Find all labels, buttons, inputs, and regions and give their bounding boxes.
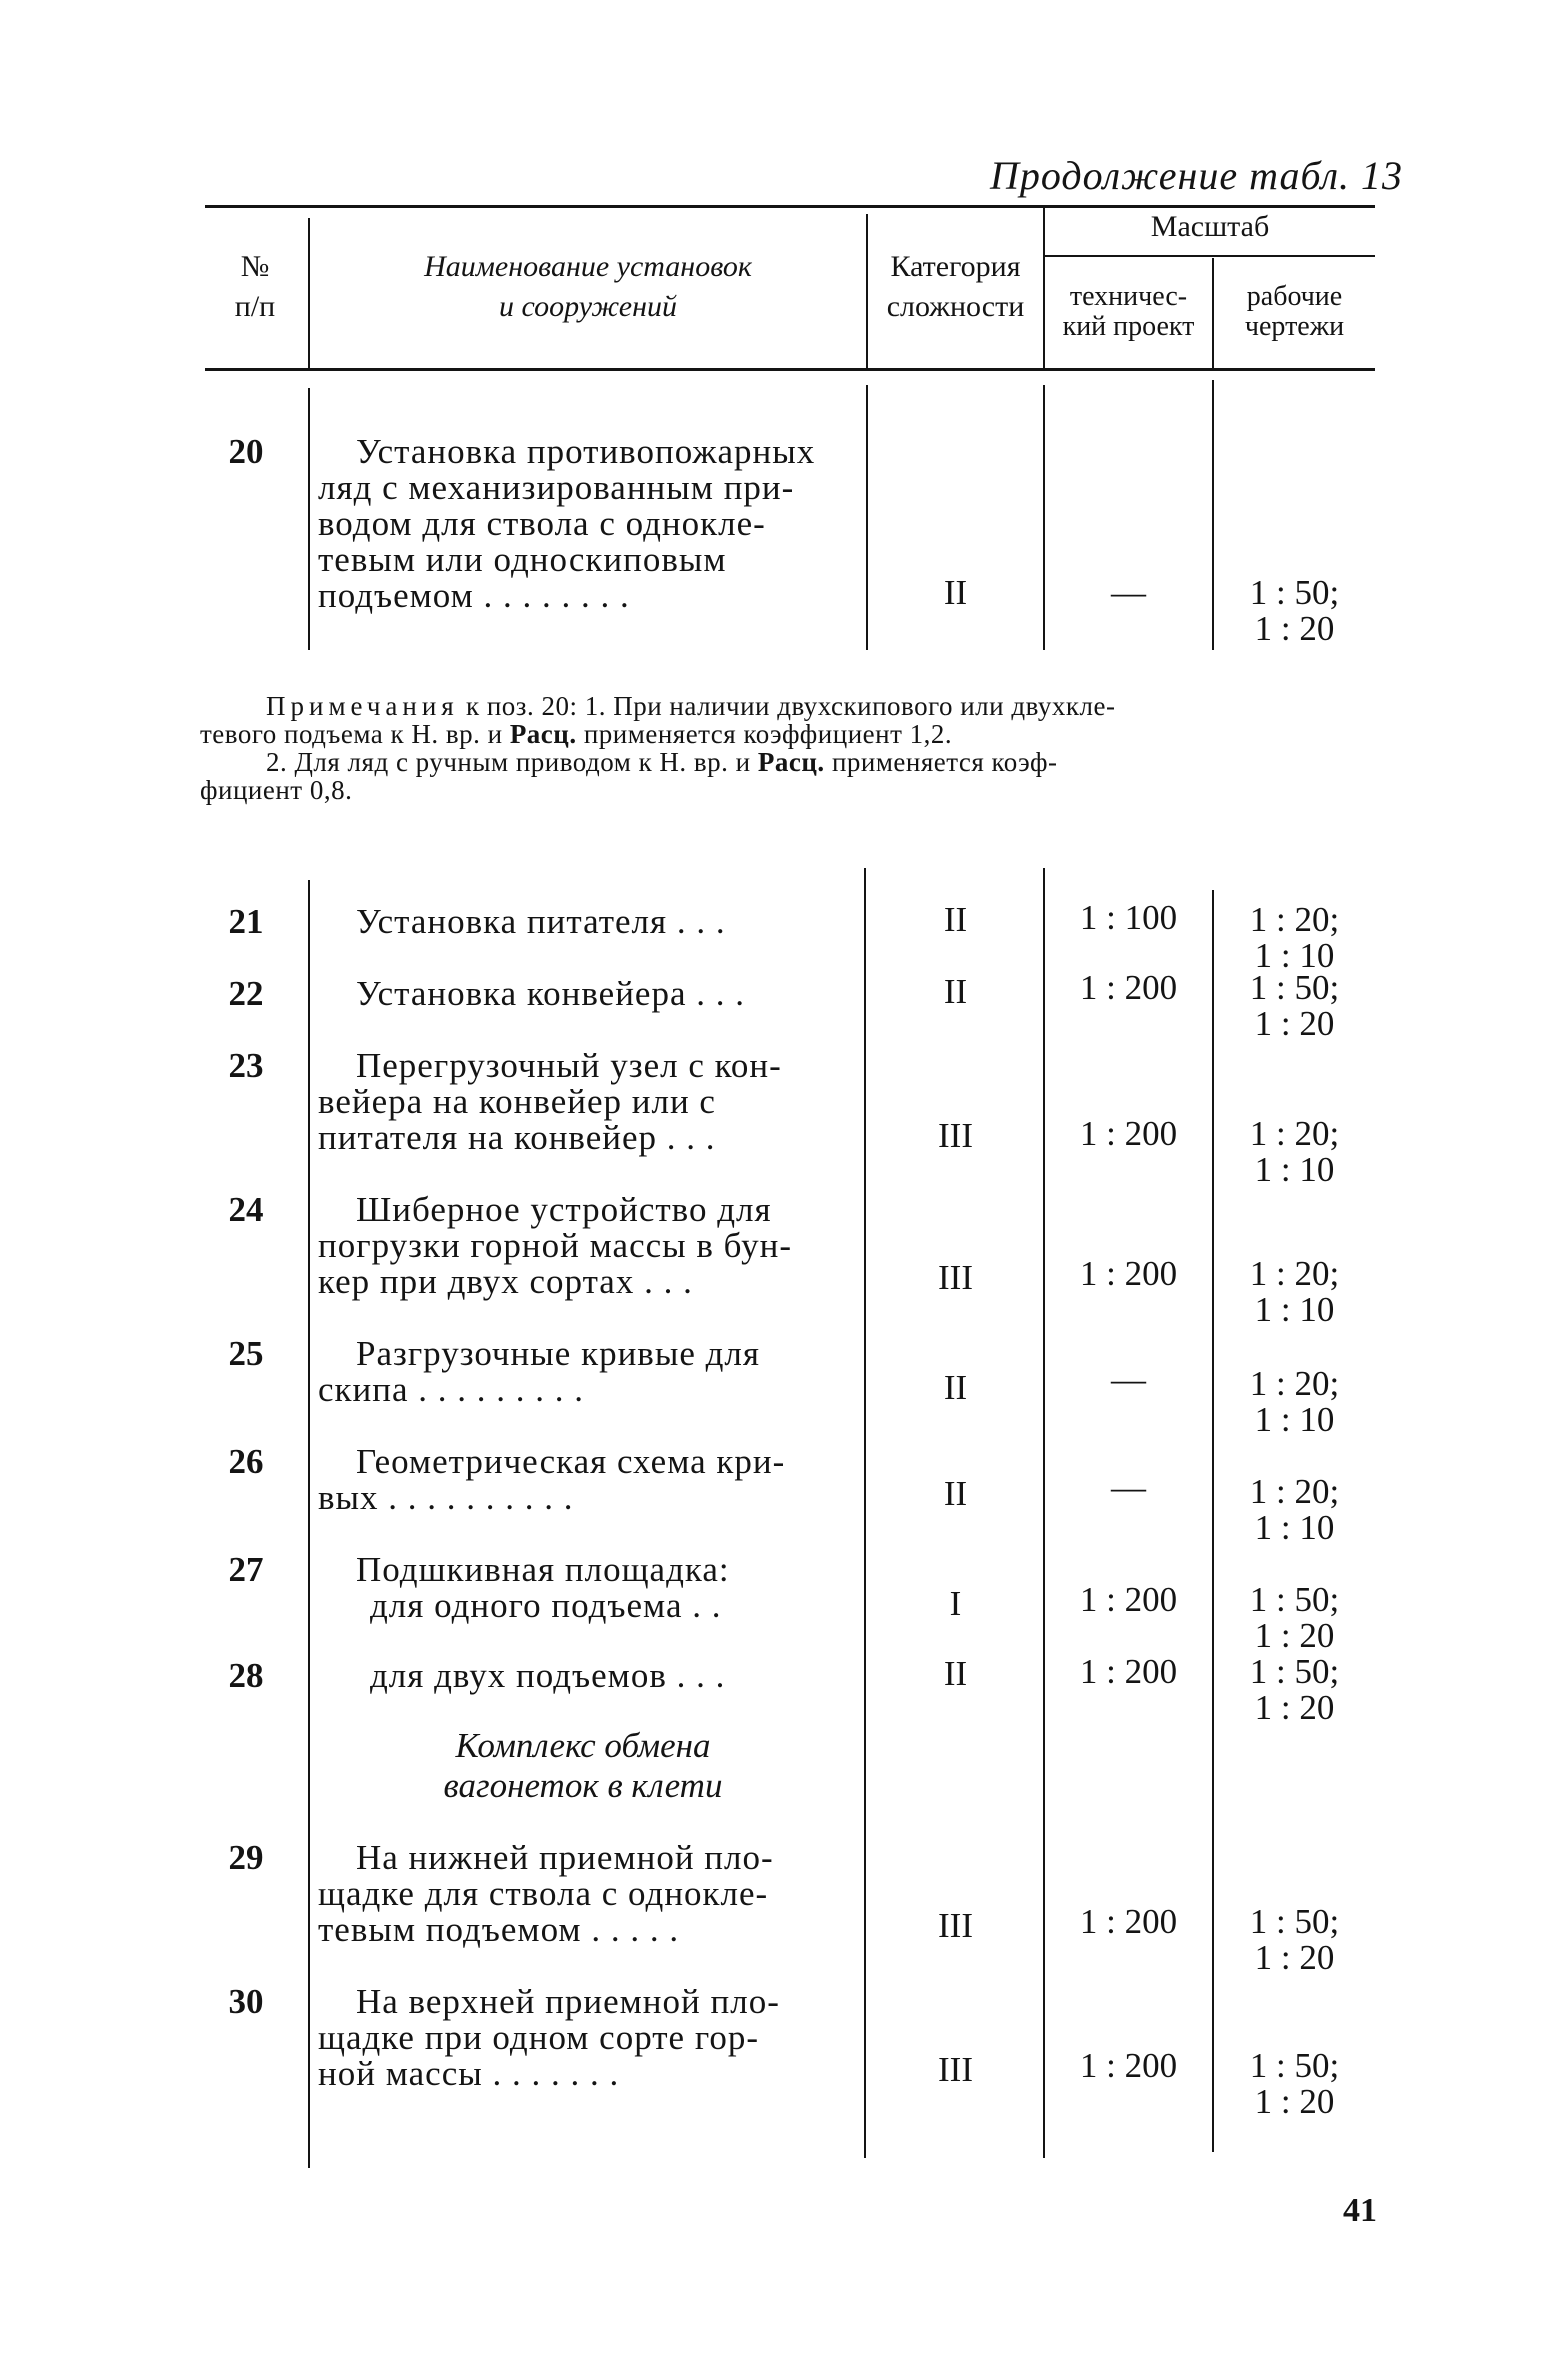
- notes-line-1: [200, 692, 1375, 720]
- row26-name: [318, 1444, 848, 1516]
- row25-name-line: Разгрузочные кривые для: [356, 1334, 761, 1373]
- row28-work: [1214, 1654, 1375, 1726]
- row24-work: [1214, 1256, 1375, 1328]
- row29-name: [318, 1840, 848, 1948]
- row26-tech: —: [1111, 1468, 1146, 1507]
- section-subheading: [318, 1726, 848, 1806]
- row20-work-line: 1 : 50;: [1249, 573, 1340, 612]
- row26-name-line: вых . . . . . . . . . .: [318, 1478, 574, 1517]
- row30-name-line: ной массы . . . . . . .: [318, 2054, 620, 2093]
- row20-category: II: [943, 573, 968, 612]
- row23-name-line: вейера на конвейер или с: [318, 1082, 716, 1121]
- row20-work-line: 1 : 20: [1254, 609, 1335, 648]
- header-col-name-line2: и сооружений: [499, 290, 677, 323]
- header-bottom-rule: [205, 368, 1375, 371]
- notes-line-3: [200, 748, 1375, 776]
- row25-name: [318, 1336, 848, 1408]
- body-divider-2: [864, 868, 866, 2158]
- row23-work-line: 1 : 20;: [1249, 1114, 1340, 1153]
- row29-work: [1214, 1904, 1375, 1976]
- row20-work: [1214, 575, 1375, 647]
- row21-tech: 1 : 100: [1079, 898, 1178, 937]
- row30-work: [1214, 2048, 1375, 2120]
- row22-name: [318, 976, 848, 1012]
- row26-work-line: 1 : 10: [1254, 1508, 1335, 1547]
- scale-sub-rule: [1043, 255, 1375, 257]
- row27-name-line: для одного подъема . .: [370, 1586, 722, 1625]
- row25-name-line: скипа . . . . . . . . .: [318, 1370, 585, 1409]
- row27-tech: 1 : 200: [1079, 1580, 1178, 1619]
- notes-text: тевого подъема к Н. вр. и: [200, 719, 510, 749]
- row20-number: 20: [228, 432, 264, 471]
- row26-category: II: [943, 1474, 968, 1513]
- row20-name-line: Установка противопожарных: [356, 432, 816, 471]
- row27-work-line: 1 : 50;: [1249, 1580, 1340, 1619]
- notes-block: [200, 692, 1375, 804]
- row22-number: 22: [228, 974, 264, 1013]
- row23-name-line: питателя на конвейер . . .: [318, 1118, 716, 1157]
- row21-name: [318, 904, 848, 940]
- notes-line1-rest: к поз. 20: 1. При наличии двухскипового или двухкле-: [458, 691, 1116, 721]
- header-col-work-line1: рабочие: [1246, 281, 1343, 312]
- row26-work-line: 1 : 20;: [1249, 1472, 1340, 1511]
- row23-name-line: Перегрузочный узел с кон-: [356, 1046, 782, 1085]
- row27-name-line: Подшкивная площадка:: [356, 1550, 730, 1589]
- row22-work-line: 1 : 50;: [1249, 968, 1340, 1007]
- row30-name-line: щадке при одном сорте гор-: [318, 2018, 759, 2057]
- header-col-category: [868, 247, 1043, 327]
- notes-text: применяется коэффициент 1,2.: [576, 719, 953, 749]
- row24-tech: 1 : 200: [1079, 1254, 1178, 1293]
- header-col-tech-line1: техничес-: [1069, 281, 1188, 312]
- row29-work-line: 1 : 50;: [1249, 1902, 1340, 1941]
- row26-work: [1214, 1474, 1375, 1546]
- row28-tech: 1 : 200: [1079, 1652, 1178, 1691]
- notes-bold: Расц.: [509, 719, 577, 749]
- row23-work: [1214, 1116, 1375, 1188]
- notes-text: применяется коэф-: [824, 747, 1058, 777]
- section-subheading-line: Комплекс обмена: [455, 1726, 711, 1765]
- row24-name-line: погрузки горной массы в бун-: [318, 1226, 793, 1265]
- header-col-tech-line2: кий проект: [1062, 311, 1195, 342]
- row24-name-line: Шиберное устройство для: [356, 1190, 772, 1229]
- row30-name-line: На верхней приемной пло-: [356, 1982, 780, 2021]
- row25-work-line: 1 : 10: [1254, 1400, 1335, 1439]
- notes-lead: Примечания: [266, 691, 459, 721]
- section-subheading-line: вагонеток в клети: [443, 1766, 723, 1805]
- row24-category: III: [938, 1258, 973, 1297]
- continuation-caption: Продолжение табл. 13: [990, 153, 1404, 198]
- row27-name: [318, 1552, 848, 1624]
- body-divider-3: [1043, 868, 1045, 2158]
- row25-category: II: [943, 1368, 968, 1407]
- row20-name-line: подъемом . . . . . . . .: [318, 576, 630, 615]
- header-col-name-line1: Наименование установок: [424, 250, 752, 283]
- row20-name-line: водом для ствола с одноклe-: [318, 504, 766, 543]
- row20-name-line: ляд с механизированным при-: [318, 468, 795, 507]
- row20-name: [318, 434, 848, 614]
- row30-tech: 1 : 200: [1079, 2046, 1178, 2085]
- row22-tech: 1 : 200: [1079, 968, 1178, 1007]
- row28-work-line: 1 : 50;: [1249, 1652, 1340, 1691]
- row22-category: II: [943, 972, 968, 1011]
- row29-name-line: щадке для ствола с одноклe-: [318, 1874, 769, 1913]
- row24-number: 24: [228, 1190, 264, 1229]
- row23-tech: 1 : 200: [1079, 1114, 1178, 1153]
- row28-number: 28: [228, 1656, 264, 1695]
- row30-category: III: [938, 2050, 973, 2089]
- row24-name-line: кер при двух сортах . . .: [318, 1262, 693, 1301]
- row23-number: 23: [228, 1046, 264, 1085]
- page-number: 41: [1343, 2192, 1377, 2229]
- header-col-scale: Масштаб: [1150, 210, 1270, 243]
- row22-work: [1214, 970, 1375, 1042]
- header-col-name: [310, 247, 866, 327]
- row25-work-line: 1 : 20;: [1249, 1364, 1340, 1403]
- row21-work-line: 1 : 10: [1254, 936, 1335, 975]
- row25-tech: —: [1111, 1360, 1146, 1399]
- row24-work-line: 1 : 10: [1254, 1290, 1335, 1329]
- row29-name-line: На нижней приемной пло-: [356, 1838, 774, 1877]
- row30-number: 30: [228, 1982, 264, 2021]
- body-divider-1: [308, 880, 310, 2168]
- row27-category: I: [949, 1584, 962, 1623]
- row21-work-line: 1 : 20;: [1249, 900, 1340, 939]
- header-col-tech: [1045, 282, 1212, 342]
- header-col-category-line1: Категория: [890, 250, 1021, 283]
- notes-bold: Расц.: [757, 747, 825, 777]
- row29-work-line: 1 : 20: [1254, 1938, 1335, 1977]
- header-col-no: [205, 247, 305, 327]
- row24-name: [318, 1192, 848, 1300]
- notes-line-2: [200, 720, 1375, 748]
- row29-name-line: тевым подъемом . . . . .: [318, 1910, 680, 1949]
- row21-work: [1214, 902, 1375, 974]
- row21-name-line: Установка питателя . . .: [356, 902, 726, 941]
- row23-work-line: 1 : 10: [1254, 1150, 1335, 1189]
- row22-name-line: Установка конвейера . . .: [356, 974, 745, 1013]
- row20-name-line: тевым или односкиповым: [318, 540, 727, 579]
- row24-work-line: 1 : 20;: [1249, 1254, 1340, 1293]
- row21-category: II: [943, 900, 968, 939]
- row26-number: 26: [228, 1442, 264, 1481]
- header-col-work: [1214, 282, 1375, 342]
- row30-name: [318, 1984, 848, 2092]
- row27-work-line: 1 : 20: [1254, 1616, 1335, 1655]
- row28-name-line: для двух подъемов . . .: [370, 1656, 726, 1695]
- row27-number: 27: [228, 1550, 264, 1589]
- header-col-no-line2: п/п: [234, 290, 276, 323]
- header-col-no-line1: №: [240, 250, 270, 283]
- row30-work-line: 1 : 50;: [1249, 2046, 1340, 2085]
- row25-number: 25: [228, 1334, 264, 1373]
- notes-text: 2. Для ляд с ручным приводом к Н. вр. и: [266, 747, 758, 777]
- row29-number: 29: [228, 1838, 264, 1877]
- header-col-category-line2: сложности: [886, 290, 1025, 323]
- row27-work: [1214, 1582, 1375, 1654]
- row28-work-line: 1 : 20: [1254, 1688, 1335, 1727]
- row30-work-line: 1 : 20: [1254, 2082, 1335, 2121]
- header-col-work-line2: чертежи: [1244, 311, 1345, 342]
- row20-tech: —: [1111, 573, 1146, 612]
- row23-name: [318, 1048, 848, 1156]
- notes-line-4: фициент 0,8.: [200, 775, 353, 805]
- row21-number: 21: [228, 902, 264, 941]
- row20-divider-1: [308, 388, 310, 650]
- row22-work-line: 1 : 20: [1254, 1004, 1335, 1043]
- row29-tech: 1 : 200: [1079, 1902, 1178, 1941]
- row28-category: II: [943, 1654, 968, 1693]
- row28-name: [318, 1658, 848, 1694]
- row25-work: [1214, 1366, 1375, 1438]
- row23-category: III: [938, 1116, 973, 1155]
- row26-name-line: Геометрическая схема кри-: [356, 1442, 786, 1481]
- row29-category: III: [938, 1906, 973, 1945]
